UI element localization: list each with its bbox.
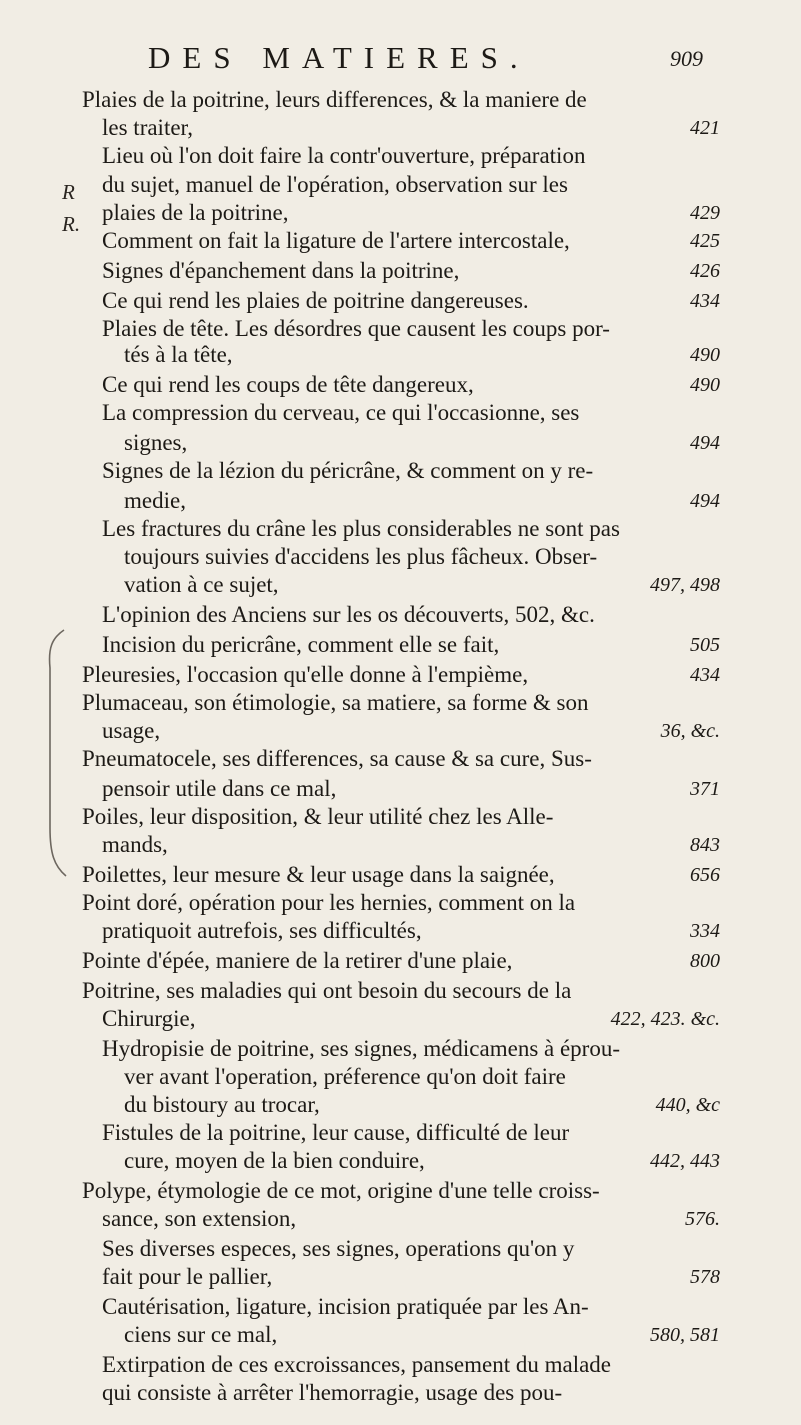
index-entry-page: 656 <box>690 864 720 886</box>
index-entry-page: 494 <box>690 432 720 454</box>
index-entry-text: Lieu où l'on doit faire la contr'ouverture, préparation <box>102 143 586 168</box>
index-entry-text: Ses diverses especes, ses signes, operations qu'on y <box>102 1236 575 1261</box>
running-header: DES MATIERES. <box>148 40 530 75</box>
index-entry-text: Incision du pericrâne, comment elle se fait, <box>102 632 500 657</box>
index-entry-page: 576. <box>685 1208 720 1230</box>
index-entry-text: toujours suivies d'accidens les plus fâcheux. Obser- <box>124 544 598 569</box>
index-entry-text: Fistules de la poitrine, leur cause, difficulté de leur <box>102 1120 570 1145</box>
index-entry-text: Ce qui rend les plaies de poitrine dangereuses. <box>102 288 529 313</box>
margin-mark-r-dot: R. <box>62 212 81 236</box>
index-entry-page: 434 <box>690 290 720 312</box>
index-entry-text: les traiter, <box>102 115 194 140</box>
index-entry-text: Pleuresies, l'occasion qu'elle donne à l'empième, <box>82 662 529 687</box>
index-entry-text: Pointe d'épée, maniere de la retirer d'une plaie, <box>82 948 513 973</box>
index-entry-text: Comment on fait la ligature de l'artere intercostale, <box>102 228 570 253</box>
index-entry-page: 843 <box>690 834 720 856</box>
index-entry-text: mands, <box>102 832 168 857</box>
index-entry-text: ver avant l'operation, préference qu'on doit faire <box>124 1064 566 1089</box>
margin-mark-r: R <box>62 180 75 204</box>
index-entry-page: 425 <box>690 230 720 252</box>
index-entry-text: Polype, étymologie de ce mot, origine d'une telle croiss- <box>82 1178 600 1203</box>
page-number: 909 <box>670 46 703 71</box>
index-entry-text: usage, <box>102 718 161 743</box>
index-entry-page: 440, &c <box>655 1094 720 1116</box>
index-entry-text: signes, <box>124 430 188 455</box>
index-entry-page: 494 <box>690 490 720 512</box>
index-entry-page: 429 <box>690 202 720 224</box>
index-entry-text: plaies de la poitrine, <box>102 200 289 225</box>
index-entry-text: qui consiste à arrêter l'hemorragie, usage des pou- <box>102 1380 563 1405</box>
index-entry-text: Poiles, leur disposition, & leur utilité chez les Alle- <box>82 804 554 829</box>
index-entry-text: ciens sur ce mal, <box>124 1322 278 1347</box>
index-entry-page: 578 <box>690 1266 720 1288</box>
index-entry-page: 505 <box>690 634 720 656</box>
index-entry-text: L'opinion des Anciens sur les os découverts, 502, &c. <box>102 602 595 627</box>
index-entry-page: 490 <box>690 344 720 366</box>
index-entry-text: du bistoury au trocar, <box>124 1092 320 1117</box>
index-entry-text: Signes de la lézion du péricrâne, & comment on y re- <box>102 458 594 483</box>
index-entry-text: Point doré, opération pour les hernies, comment on la <box>82 890 576 915</box>
index-entry-page: 580, 581 <box>650 1324 720 1346</box>
index-entry-page: 490 <box>690 374 720 396</box>
index-entry-page: 442, 443 <box>650 1150 720 1172</box>
index-entry-text: tés à la tête, <box>124 342 233 367</box>
index-entry-page: 426 <box>690 260 720 282</box>
index-entry-text: Signes d'épanchement dans la poitrine, <box>102 258 460 283</box>
index-entry-text: Chirurgie, <box>102 1006 196 1031</box>
index-entry-text: Extirpation de ces excroissances, pansement du malade <box>102 1352 612 1377</box>
index-entry-page: 36, &c. <box>660 720 720 742</box>
index-entry-text: Plaies de tête. Les désordres que causent les coups por- <box>102 316 610 341</box>
index-entry-text: sance, son extension, <box>102 1206 297 1231</box>
index-entry-text: cure, moyen de la bien conduire, <box>124 1148 425 1173</box>
index-entry-page: 497, 498 <box>650 574 720 596</box>
index-entry-text: Poitrine, ses maladies qui ont besoin du secours de la <box>82 978 572 1003</box>
index-entry-text: Cautérisation, ligature, incision pratiquée par les An- <box>102 1294 589 1319</box>
index-entry-text: medie, <box>124 488 186 513</box>
index-entry-text: pensoir utile dans ce mal, <box>102 776 337 801</box>
index-entry-text: Hydropisie de poitrine, ses signes, médicamens à éprou- <box>102 1036 621 1061</box>
index-entry-page: 800 <box>690 950 720 972</box>
index-entry-text: fait pour le pallier, <box>102 1264 273 1289</box>
index-entry-text: Poilettes, leur mesure & leur usage dans la saignée, <box>82 862 555 887</box>
index-entry-text: Pneumatocele, ses differences, sa cause & sa cure, Sus- <box>82 746 592 771</box>
index-entry-page: 421 <box>690 117 720 139</box>
index-entry-text: Les fractures du crâne les plus considerables ne sont pas <box>102 516 620 541</box>
index-entry-text: La compression du cerveau, ce qui l'occasionne, ses <box>102 400 580 425</box>
index-entry-text: vation à ce sujet, <box>124 572 279 597</box>
index-entry-page: 422, 423. &c. <box>610 1008 720 1030</box>
index-entry-page: 434 <box>690 664 720 686</box>
index-entry-text: Ce qui rend les coups de tête dangereux, <box>102 372 474 397</box>
index-entry-text: du sujet, manuel de l'opération, observation sur les <box>102 172 568 197</box>
index-entry-text: Plumaceau, son étimologie, sa matiere, sa forme & son <box>82 690 589 715</box>
index-entry-page: 334 <box>690 920 720 942</box>
index-entry-page: 371 <box>690 778 720 800</box>
index-entry-text: Plaies de la poitrine, leurs differences, & la maniere de <box>82 87 587 112</box>
index-entry-text: pratiquoit autrefois, ses difficultés, <box>102 918 422 943</box>
